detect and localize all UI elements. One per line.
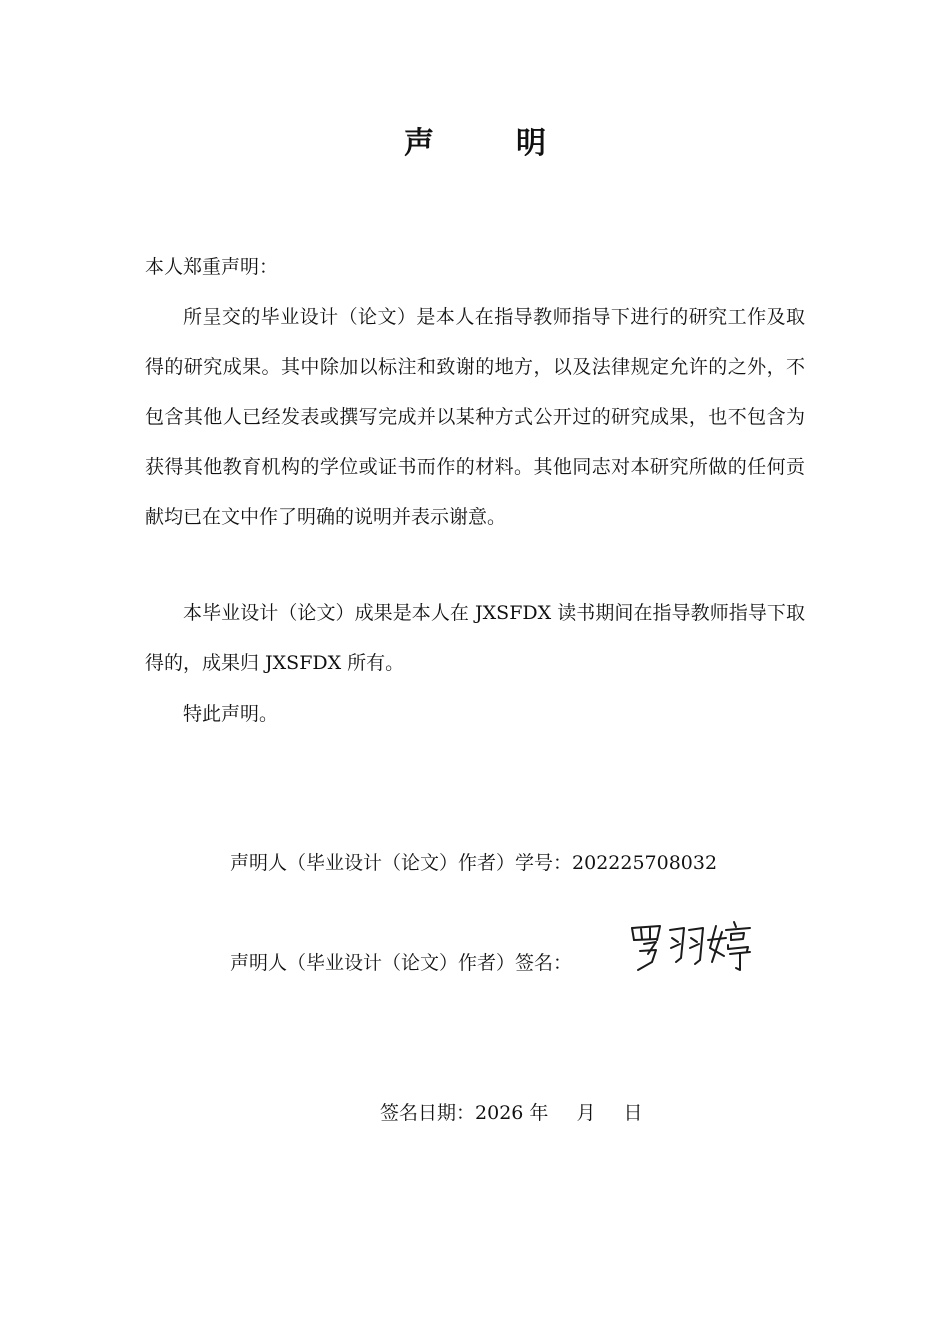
results-paragraph: 本毕业设计（论文）成果是本人在 JXSFDX 读书期间在指导教师指导下取得的，成果归 JXSFDX 所有。: [145, 602, 805, 674]
title-char-1: 声: [404, 126, 434, 161]
date-label: 签名日期：: [380, 1102, 476, 1124]
student-id-line: [230, 848, 717, 878]
closing-line: 特此声明。: [183, 703, 279, 725]
student-id-label: 声明人（毕业设计（论文）作者）学号：: [230, 852, 573, 874]
date-month-unit: 月: [576, 1102, 596, 1124]
student-id-value: 202225708032: [572, 852, 718, 874]
main-paragraph: 所呈交的毕业设计（论文）是本人在指导教师指导下进行的研究工作及取得的研究成果。其中除加以标注和致谢的地方，以及法律规定允许的之外，不包含其他人已经发表或撰写完成并以某种方式公开过的研究成果，也不包含为获得其他教育机构的学位或证书而作的材料。其他同志对本研究所做的任何贡献均已在文中作了明确的说明并表示谢意。: [145, 306, 805, 528]
page-title: [0, 118, 950, 162]
title-char-2: 明: [516, 126, 546, 161]
date-year: 2026: [475, 1102, 524, 1124]
signature-label: 声明人（毕业设计（论文）作者）签名：: [230, 952, 573, 974]
signature-line: [230, 948, 572, 978]
date-year-unit: 年: [529, 1102, 549, 1124]
date-day-unit: 日: [623, 1102, 643, 1124]
handwritten-signature: [626, 918, 754, 978]
signing-date-line: [380, 1098, 642, 1128]
intro-line: 本人郑重声明：: [145, 256, 279, 278]
